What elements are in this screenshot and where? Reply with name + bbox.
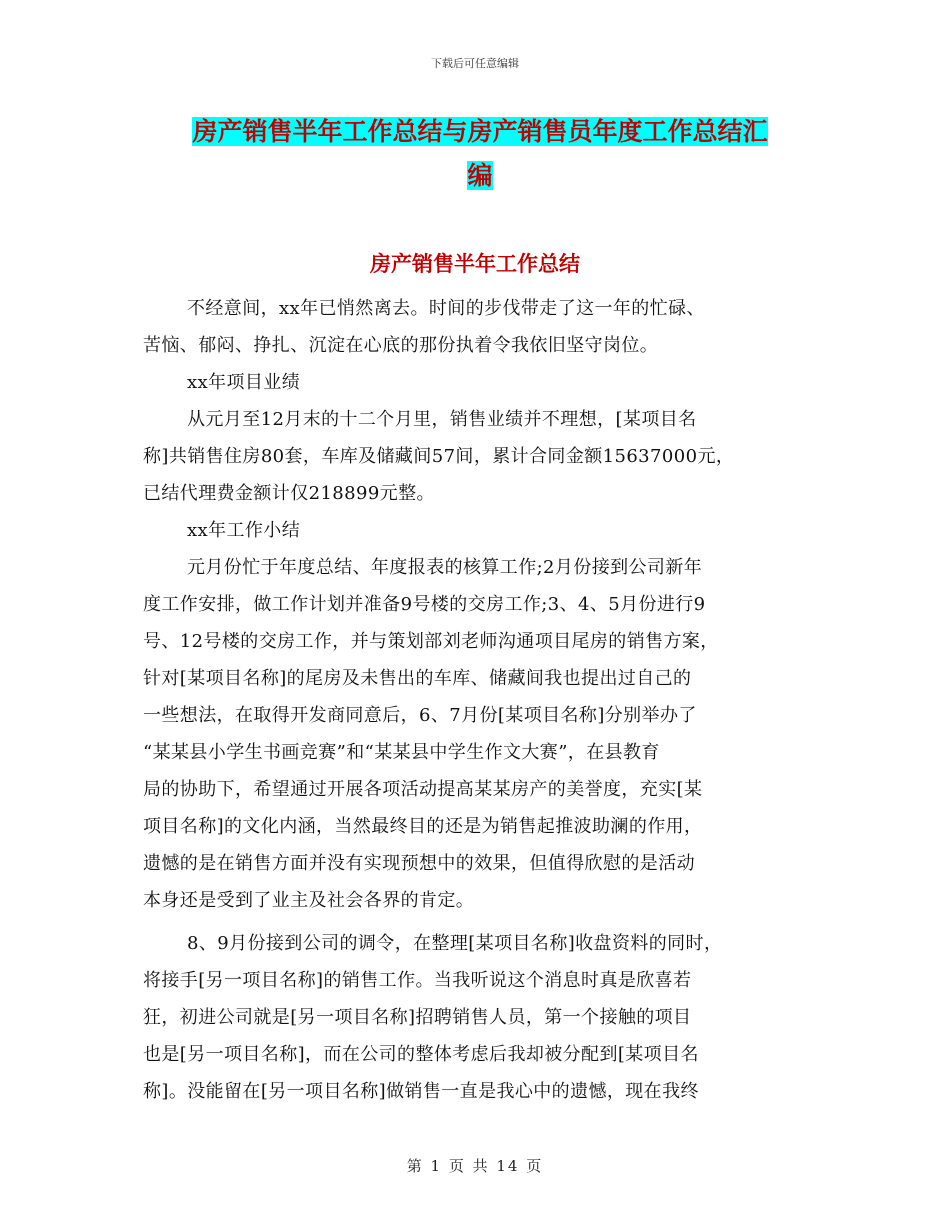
paragraph (143, 401, 808, 512)
paragraph-line: 从元月至12月末的十二个月里，销售业绩并不理想，[某项目名 (187, 409, 697, 430)
paragraph-line: 遗憾的是在销售方面并没有实现预想中的效果，但值得欣慰的是活动 (143, 853, 695, 874)
paragraph (143, 364, 808, 401)
document-title-line-2: 编 (467, 161, 493, 190)
paragraph-line: 将接手[另一项目名称]的销售工作。当我听说这个消息时真是欣喜若 (143, 970, 692, 991)
paragraph-line: 称]共销售住房80套，车库及储藏间57间，累计合同金额15637000元， (143, 446, 735, 467)
paragraph-line: 号、12号楼的交房工作，并与策划部刘老师沟通项目尾房的销售方案， (143, 631, 719, 652)
section-title: 房产销售半年工作总结 (370, 251, 580, 276)
document-body (143, 290, 808, 1110)
paragraph-line: 8、9月份接到公司的调令，在整理[某项目名称]收盘资料的同时， (187, 933, 723, 954)
paragraph (143, 290, 808, 364)
paragraph-line: “某某县小学生书画竞赛”和“某某县中学生作文大赛”，在县教育 (143, 742, 660, 763)
paragraph-line: 称]。没能留在[另一项目名称]做销售一直是我心中的遗憾，现在我终 (143, 1081, 699, 1102)
paragraph-line: 一些想法，在取得开发商同意后，6、7月份[某项目名称]分别举办了 (143, 705, 697, 726)
paragraph-line: xx年工作小结 (187, 520, 301, 541)
header-note: 下载后可任意编辑 (431, 57, 519, 70)
paragraph-line: 不经意间，xx年已悄然离去。时间的步伐带走了这一年的忙碌、 (187, 298, 705, 319)
document-title (140, 110, 820, 198)
paragraph-line: 已结代理费金额计仅218899元整。 (143, 483, 435, 504)
paragraph-line: 也是[另一项目名称]，而在公司的整体考虑后我却被分配到[某项目名 (143, 1044, 699, 1065)
paragraph-line: 苦恼、郁闷、挣扎、沉淀在心底的那份执着令我依旧坚守岗位。 (143, 335, 659, 356)
paragraph-line: 局的协助下，希望通过开展各项活动提高某某房产的美誉度，充实[某 (143, 779, 703, 800)
paragraph-line: xx年项目业绩 (187, 372, 301, 393)
paragraph-line: 项目名称]的文化内涵，当然最终目的还是为销售起推波助澜的作用， (143, 816, 703, 837)
document-title-line-1: 房产销售半年工作总结与房产销售员年度工作总结汇 (192, 117, 768, 146)
paragraph (143, 549, 808, 919)
paragraph (143, 925, 808, 1110)
paragraph-line: 针对[某项目名称]的尾房及未售出的车库、储藏间我也提出过自己的 (143, 668, 692, 689)
page-number-footer: 第 1 页 共 14 页 (406, 1157, 544, 1175)
paragraph (143, 512, 808, 549)
paragraph-line: 度工作安排，做工作计划并准备9号楼的交房工作;3、4、5月份进行9 (143, 594, 706, 615)
paragraph-line: 本身还是受到了业主及社会各界的肯定。 (143, 890, 475, 911)
paragraph-line: 元月份忙于年度总结、年度报表的核算工作;2月份接到公司新年 (187, 557, 703, 578)
paragraph-line: 狂，初进公司就是[另一项目名称]招聘销售人员，第一个接触的项目 (143, 1007, 692, 1028)
